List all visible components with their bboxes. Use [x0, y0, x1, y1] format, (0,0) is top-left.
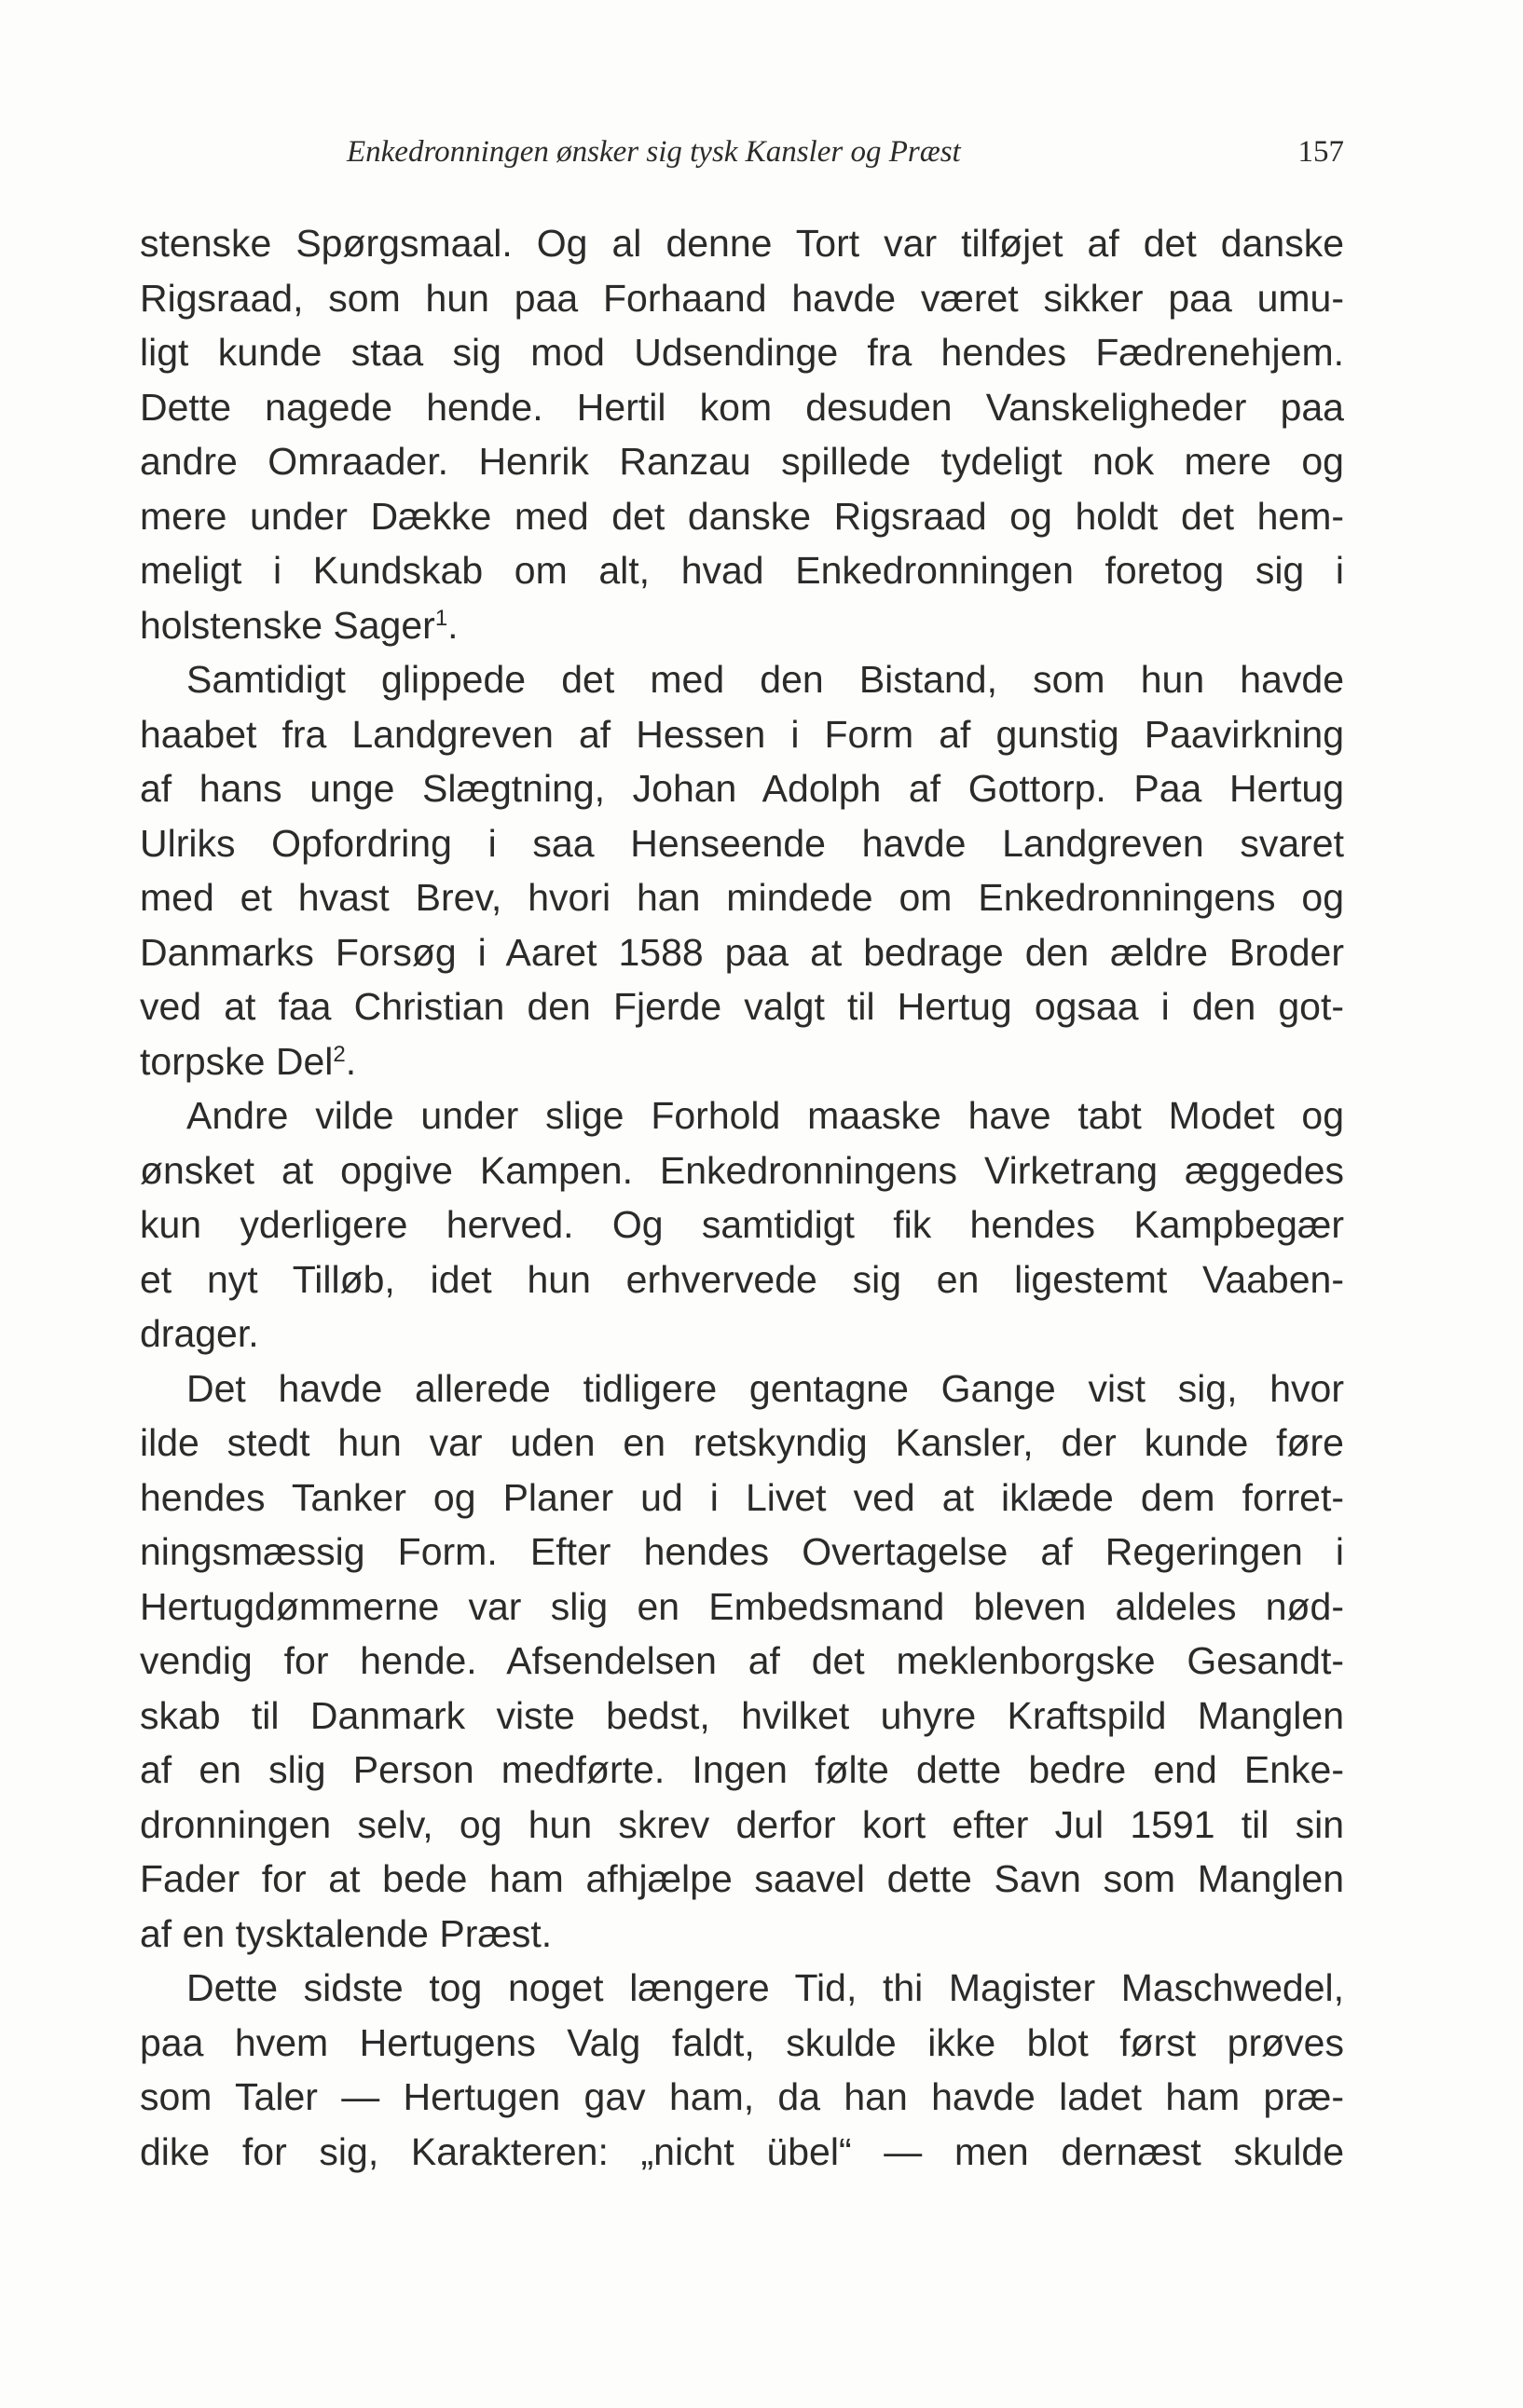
- footnote-ref: 2: [333, 1041, 346, 1067]
- text-line: meligt i Kundskab om alt, hvad Enkedronningen foretog sig i: [140, 549, 1344, 592]
- page-number: 157: [1297, 135, 1344, 169]
- paragraph: [140, 216, 1344, 652]
- text-fragment: holstenske Sager: [140, 603, 435, 647]
- text-line: med et hvast Brev, hvori han mindede om Enkedronningens og: [140, 876, 1344, 919]
- text-line: vendig for hende. Afsendelsen af det meklenborgske Gesandt-: [140, 1639, 1344, 1682]
- text-line: Det havde allerede tidligere gentagne Gange vist sig, hvor: [186, 1366, 1344, 1410]
- text-line: Fader for at bede ham afhjælpe saavel dette Savn som Manglen: [140, 1857, 1344, 1900]
- text-line: af hans unge Slægtning, Johan Adolph af Gottorp. Paa Hertug: [140, 767, 1344, 810]
- text-line: et nyt Tilløb, idet hun erhvervede sig en ligestemt Vaaben-: [140, 1257, 1344, 1301]
- text-line: drager.: [140, 1312, 259, 1355]
- page-header: [140, 135, 1344, 182]
- text-line: [140, 598, 1344, 653]
- body-text: [140, 216, 1344, 2179]
- text-line: andre Omraader. Henrik Ranzau spillede tydeligt nok mere og: [140, 440, 1344, 483]
- text-line: ningsmæssig Form. Efter hendes Overtagelse af Regeringen i: [140, 1530, 1344, 1573]
- text-line: [140, 1034, 1344, 1089]
- text-line: Dette sidste tog noget længere Tid, thi Magister Maschwedel,: [186, 1966, 1344, 2009]
- paragraph: [140, 1361, 1344, 1962]
- text-line: ligt kunde staa sig mod Udsendinge fra hendes Fædrenehjem.: [140, 331, 1344, 374]
- text-line: Andre vilde under slige Forhold maaske have tabt Modet og: [186, 1094, 1344, 1137]
- footnote-ref: 1: [434, 605, 448, 631]
- text-line: Danmarks Forsøg i Aaret 1588 paa at bedrage den ældre Broder: [140, 930, 1344, 974]
- text-line: hendes Tanker og Planer ud i Livet ved at iklæde dem forret-: [140, 1475, 1344, 1519]
- text-line: kun yderligere herved. Og samtidigt fik hendes Kampbegær: [140, 1203, 1344, 1246]
- text-fragment: .: [345, 1039, 357, 1083]
- text-line: stenske Spørgsmaal. Og al denne Tort var tilføjet af det danske: [140, 222, 1344, 265]
- text-line: Samtidigt glippede det med den Bistand, som hun havde: [186, 658, 1344, 701]
- text-line: ilde stedt hun var uden en retskyndig Kansler, der kunde føre: [140, 1421, 1344, 1464]
- text-line: mere under Dække med det danske Rigsraad og holdt det hem-: [140, 494, 1344, 538]
- running-head: Enkedronningen ønsker sig tysk Kansler og Præst: [347, 135, 961, 169]
- text-line: ønsket at opgive Kampen. Enkedronningens Virketrang æggedes: [140, 1148, 1344, 1192]
- paragraph: [140, 1961, 1344, 2179]
- text-line: Rigsraad, som hun paa Forhaand havde været sikker paa umu-: [140, 276, 1344, 320]
- text-line: haabet fra Landgreven af Hessen i Form af gunstig Paavirkning: [140, 712, 1344, 756]
- text-line: som Taler — Hertugen gav ham, da han havde ladet ham præ-: [140, 2075, 1344, 2118]
- text-line: dronningen selv, og hun skrev derfor kort efter Jul 1591 til sin: [140, 1802, 1344, 1846]
- paragraph: [140, 1088, 1344, 1361]
- text-line: af en tysktalende Præst.: [140, 1911, 553, 1955]
- text-fragment: .: [447, 603, 459, 647]
- text-line: Dette nagede hende. Hertil kom desuden Vanskeligheder paa: [140, 385, 1344, 429]
- text-line: paa hvem Hertugens Valg faldt, skulde ikke blot først prøves: [140, 2020, 1344, 2064]
- text-line: Hertugdømmerne var slig en Embedsmand bleven aldeles nød-: [140, 1584, 1344, 1628]
- text-line: skab til Danmark viste bedst, hvilket uhyre Kraftspild Manglen: [140, 1693, 1344, 1737]
- text-line: af en slig Person medførte. Ingen følte dette bedre end Enke-: [140, 1748, 1344, 1791]
- text-fragment: torpske Del: [140, 1039, 334, 1083]
- paragraph: [140, 652, 1344, 1088]
- text-line: dike for sig, Karakteren: „nicht übel“ — men dernæst skulde: [140, 2129, 1344, 2173]
- text-line: ved at faa Christian den Fjerde valgt til Hertug ogsaa i den got-: [140, 985, 1344, 1028]
- text-line: Ulriks Opfordring i saa Henseende havde Landgreven svaret: [140, 821, 1344, 865]
